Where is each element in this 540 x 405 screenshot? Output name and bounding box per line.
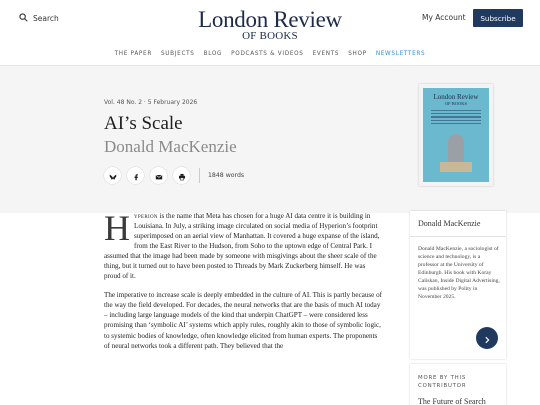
subscribe-button[interactable]: Subscribe (473, 9, 523, 27)
cover-statue (448, 134, 464, 164)
printer-icon (178, 166, 186, 185)
paragraph-1-text: is the name that Meta has chosen for a huge AI data centre it is building in Louisiana. In July, a striking image circulated on social media of Hyperion’s footprint superimposed on an aerial view of Manhattan. It covered a huge expanse of the island, from the East River to the Hudson, from Soho to the uptown edge of Central Park. I assumed that the image had been made by someone with misgivings about the sheer scale of the thing, but it turned out to have been posted to Threads by Mark Zuckerberg himself. He was proud of it. (104, 212, 380, 281)
author-card-name[interactable]: Donald MacKenzie (418, 219, 481, 228)
cover-title-line1: London Review (433, 93, 479, 101)
cover-plinth (440, 162, 472, 172)
article-title: AI’s Scale (104, 113, 183, 134)
main-nav (0, 51, 540, 57)
cover-title-line2: OF BOOKS (444, 101, 468, 106)
issue-info[interactable]: Vol. 48 No. 2 · 5 February 2026 (104, 99, 198, 106)
share-bar (104, 167, 244, 184)
author-bio: Donald MacKenzie, a sociologist of science and technology, is a professor at the University of Edinburgh. His book with Koray Caliskan, Inside Digital Advertising, was published by Polity in November 2025. (418, 246, 500, 300)
bluesky-share-button[interactable] (104, 167, 121, 184)
paragraph-2: The imperative to increase scale is deeply embedded in the culture of AI. This is partly because of the way the field developed. For decades, the neural networks that are the basis of much AI today – including large language models of the kind that underpin ChatGPT – were considered less promising than ‘symbolic AI’ systems which apply rules, roughly akin to those of symbolic logic, to systemic bodies of knowledge, often knowledge elicited from human experts. The proponents of neural networks took a different path. They believed that the (104, 291, 383, 350)
share-divider (199, 168, 200, 183)
word-count: 1848 words (208, 172, 245, 179)
next-arrow-button[interactable] (476, 327, 498, 349)
first-word: yperion (134, 212, 158, 220)
more-by-link[interactable]: The Future of Search (418, 397, 486, 405)
bluesky-icon (109, 166, 117, 185)
article-body (104, 208, 383, 351)
cover-contents-lines (431, 110, 481, 128)
facebook-share-button[interactable] (127, 167, 144, 184)
nav-item-shop[interactable]: SHOP (348, 51, 367, 57)
print-button[interactable] (173, 167, 190, 184)
my-account-link[interactable]: My Account (422, 13, 466, 22)
nav-item-podcasts-videos[interactable]: PODCASTS & VIDEOS (231, 51, 304, 57)
facebook-icon (132, 166, 140, 185)
issue-cover-image[interactable] (419, 84, 493, 186)
more-by-label: MORE BY THIS CONTRIBUTOR (418, 375, 467, 389)
paragraph-1 (104, 208, 382, 281)
cover-artwork (423, 88, 489, 182)
search-label: Search (33, 14, 59, 23)
nav-item-subjects[interactable]: SUBJECTS (161, 51, 195, 57)
nav-item-blog[interactable]: BLOG (203, 51, 223, 57)
logo-line1: London Review (198, 7, 342, 32)
drop-cap: H (104, 208, 130, 248)
nav-item-newsletters[interactable]: NEWSLETTERS (375, 51, 426, 57)
email-share-button[interactable] (150, 167, 167, 184)
chevron-right-icon (483, 329, 491, 348)
article-author[interactable]: Donald MacKenzie (104, 137, 237, 156)
nav-item-the-paper[interactable]: THE PAPER (114, 51, 152, 57)
author-card-divider (410, 236, 506, 237)
envelope-icon (155, 166, 163, 185)
more-by-contributor (410, 364, 506, 405)
logo-line2: OF BOOKS (242, 30, 298, 42)
nav-item-events[interactable]: EVENTS (312, 51, 340, 57)
